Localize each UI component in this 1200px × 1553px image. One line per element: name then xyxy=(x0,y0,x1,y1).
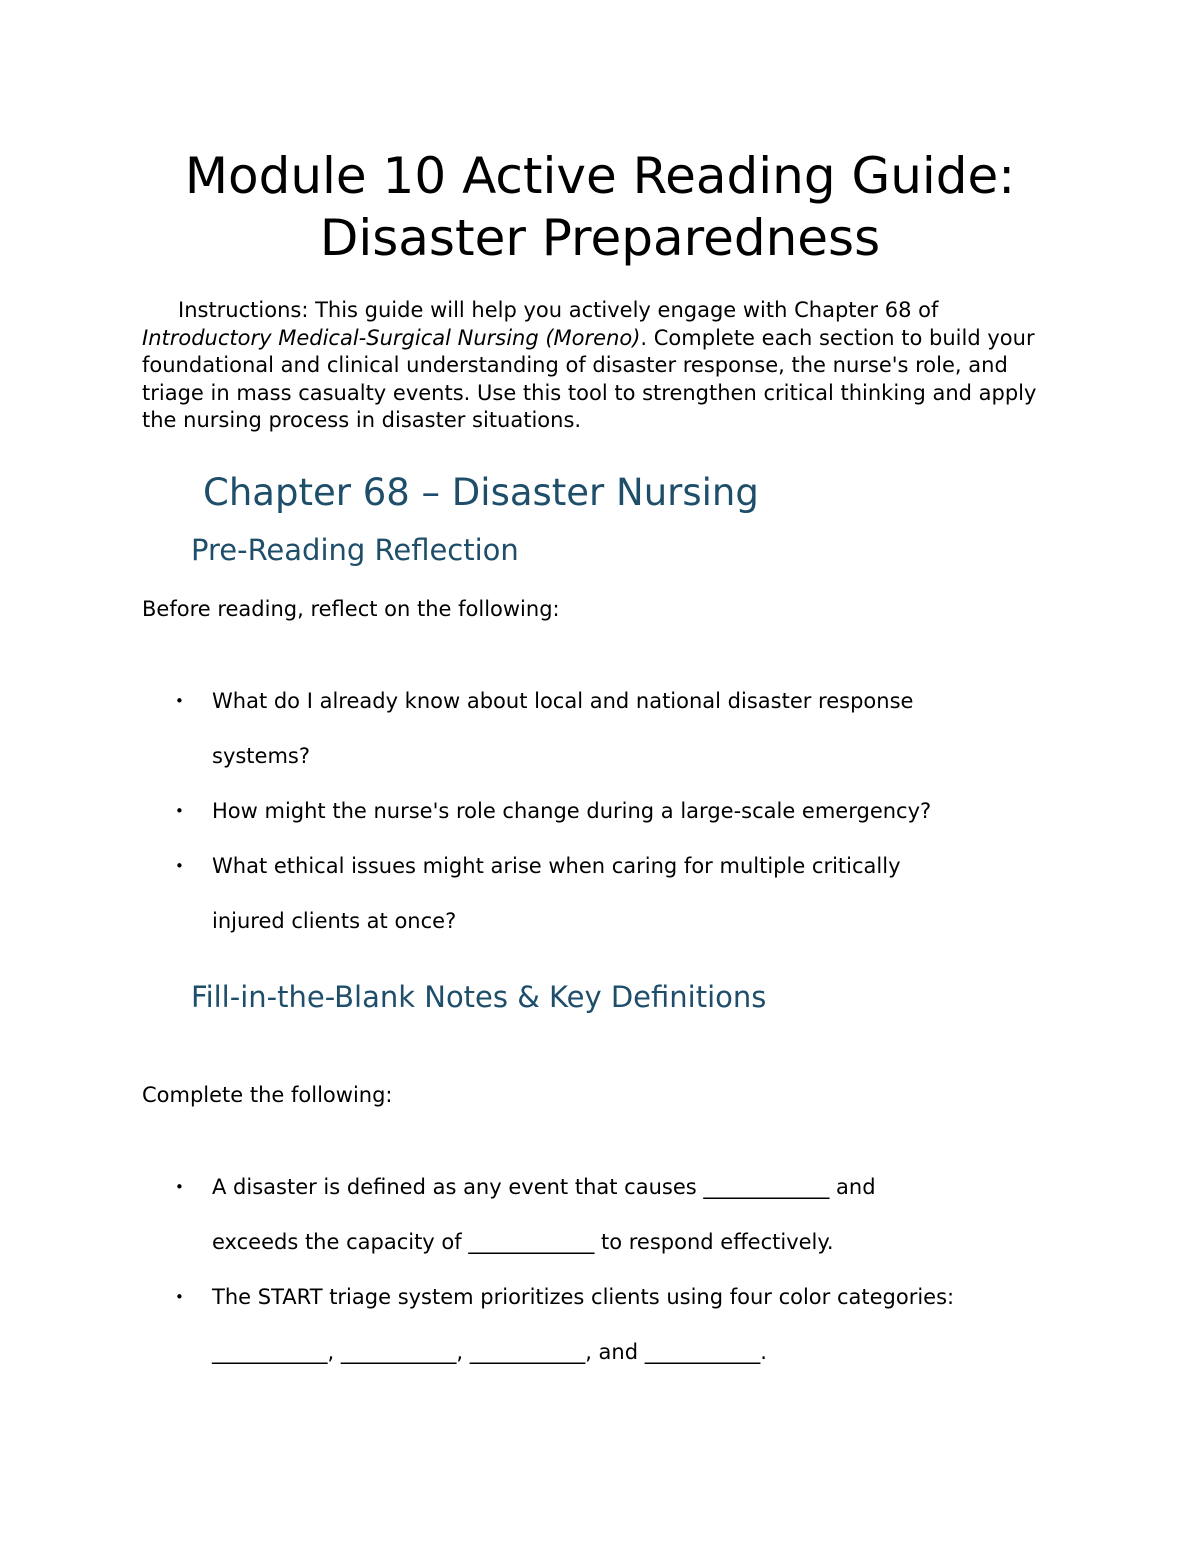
list-item-line: A disaster is defined as any event that causes ____________ and xyxy=(212,1175,876,1199)
bullet-icon: • xyxy=(175,802,184,820)
fill-in-heading: Fill-in-the-Blank Notes & Key Definitions xyxy=(191,980,767,1014)
chapter-heading: Chapter 68 – Disaster Nursing xyxy=(203,471,759,514)
pre-reading-list xyxy=(142,674,1062,949)
list-item xyxy=(142,784,1062,839)
list-item xyxy=(142,839,1062,949)
page-title-line-1: Module 10 Active Reading Guide: xyxy=(184,147,1016,205)
pre-reading-intro: Before reading, reflect on the following: xyxy=(142,597,560,621)
list-item-line: injured clients at once? xyxy=(212,909,457,933)
instructions-suffix: . Complete each section to build your foundational and clinical understanding of disaster response, the nurse's role, and triage in mass casualty events. Use this tool to strengthen critical thinking and apply the nursing process in disaster situations. xyxy=(142,325,1037,432)
list-item xyxy=(142,1270,1062,1380)
fill-in-list xyxy=(142,1160,1062,1380)
list-item xyxy=(142,674,1062,784)
pre-reading-heading: Pre-Reading Reflection xyxy=(191,533,519,567)
instructions-paragraph xyxy=(142,297,1062,435)
bullet-icon: • xyxy=(175,692,184,710)
list-item-line: systems? xyxy=(212,744,311,768)
list-item-line: The START triage system prioritizes clients using four color categories: xyxy=(212,1285,955,1309)
bullet-icon: • xyxy=(175,1178,184,1196)
bullet-icon: • xyxy=(175,1288,184,1306)
instructions-prefix: Instructions: This guide will help you actively engage with Chapter 68 of xyxy=(178,298,939,322)
list-item-line: What do I already know about local and national disaster response xyxy=(212,689,914,713)
fill-in-intro: Complete the following: xyxy=(142,1083,393,1107)
book-title: Introductory Medical-Surgical Nursing (Moreno) xyxy=(142,325,641,350)
list-item xyxy=(142,1160,1062,1270)
list-item-line: ___________, ___________, ___________, and ___________. xyxy=(212,1340,767,1364)
bullet-icon: • xyxy=(175,857,184,875)
list-item-line: exceeds the capacity of ____________ to respond effectively. xyxy=(212,1230,834,1254)
list-item-line: How might the nurse's role change during a large-scale emergency? xyxy=(212,799,932,823)
page-title-line-2: Disaster Preparedness xyxy=(319,209,881,267)
list-item-line: What ethical issues might arise when caring for multiple critically xyxy=(212,854,901,878)
